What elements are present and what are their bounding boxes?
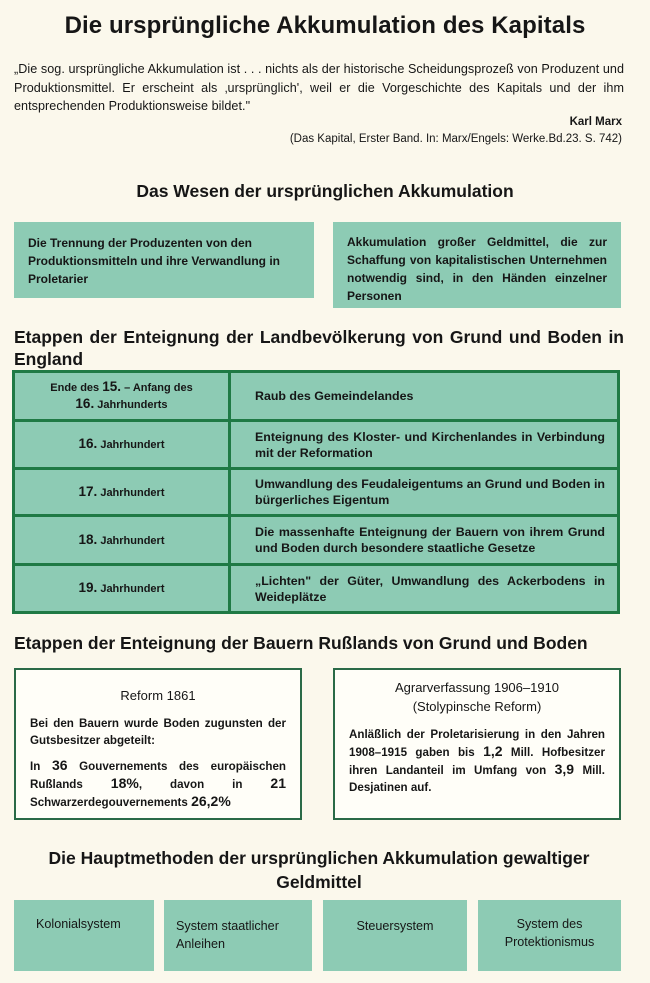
method-staatsanleihen: System staatlicher Anleihen (164, 900, 312, 971)
wesen-heading: Das Wesen der ursprünglichen Akkumulation (136, 181, 514, 201)
title-line: Agrarverfassung 1906–1910 (394, 680, 560, 695)
text-fragment: Mill. Desjatinen auf. (349, 764, 605, 794)
reform-1861-title: Reform 1861 (120, 688, 196, 703)
table-row (15, 470, 617, 517)
period-text: – Anfang des (121, 382, 193, 394)
period-text: Jahrhunderts (94, 399, 168, 411)
period-text: Ende des (50, 382, 103, 394)
stolypin-reform-title (349, 678, 605, 716)
text-fragment: Mill. Hofbesitzer ihren Landanteil im Umfang von (349, 746, 605, 777)
figure-value: 1,2 (483, 743, 503, 759)
page-title: Die ursprüngliche Akkumulation des Kapitals (64, 12, 586, 39)
period-text: Jahrhundert (97, 439, 165, 451)
table-row (15, 517, 617, 566)
period-number: 19. (78, 580, 98, 595)
text-fragment: Anläßlich der Proletarisierung in den Jahren 1908–1915 gaben bis (349, 728, 605, 759)
figure-value: 3,9 (554, 761, 575, 777)
figure-value: 36 (51, 757, 68, 773)
stolypin-reform-box (333, 668, 621, 820)
table-row (15, 566, 617, 611)
period-number: 17. (78, 483, 98, 499)
methods-heading: Die Hauptmethoden der ursprünglichen Akkumulation gewaltiger Geldmittel (48, 848, 590, 892)
figure-value: 21 (270, 775, 286, 791)
period-number: 16. (78, 436, 98, 451)
title-line: (Stolypinsche Reform) (412, 699, 542, 714)
reform-1861-box (14, 668, 302, 820)
period-cell (15, 422, 228, 467)
period-text: Jahrhundert (97, 486, 165, 499)
method-protektionismus: System des Protektionismus (478, 900, 621, 971)
event-cell: Die massenhafte Enteignung der Bauern von ihrem Grund und Boden durch besondere staatliche Gesetze (255, 525, 605, 555)
england-stages-table (12, 370, 620, 614)
text-fragment: In (30, 760, 52, 773)
wesen-box-separation: Die Trennung der Produzenten von den Produktionsmitteln und ihre Verwandlung in Proletarier (14, 222, 314, 298)
reform-1861-figures (30, 757, 286, 811)
marx-quote: „Die sog. ursprüngliche Akkumulation ist . . . nichts als der historische Scheidungsprozeß von Produzent und Produktionsmittel. Er erscheint als ‚ursprünglich', weil er die Vorgeschichte des Kapitals und der ihm entsprechenden Produktionsweise bildet." (14, 62, 624, 113)
text-fragment: Gouvernements des europäischen Rußlands (30, 760, 287, 791)
event-cell: Umwandlung des Feudaleigentums an Grund und Boden in bürgerliches Eigentum (255, 477, 605, 507)
text-fragment: , davon in (138, 778, 271, 791)
table-row (15, 373, 617, 422)
period-number: 18. (78, 531, 98, 547)
period-cell (15, 373, 228, 419)
period-text: Jahrhundert (97, 534, 165, 547)
period-number: 16. (75, 396, 95, 411)
stolypin-reform-text (349, 726, 605, 796)
russland-heading: Etappen der Enteignung der Bauern Rußlands von Grund und Boden (14, 633, 588, 653)
figure-value: 18% (110, 775, 139, 791)
period-text: Jahrhundert (97, 583, 165, 595)
method-kolonialsystem: Kolonialsystem (14, 900, 154, 971)
period-number: 15. (102, 379, 122, 394)
method-steuersystem: Steuersystem (323, 900, 467, 971)
period-cell (15, 470, 228, 514)
table-row (15, 422, 617, 470)
event-cell: Raub des Gemeindelandes (255, 389, 414, 403)
period-cell (15, 517, 228, 563)
quote-source: (Das Kapital, Erster Band. In: Marx/Engels: Werke.Bd.23. S. 742) (289, 133, 622, 145)
period-cell (15, 566, 228, 611)
reform-1861-text: Bei den Bauern wurde Boden zugunsten der Gutsbesitzer abgeteilt: (30, 717, 286, 747)
event-cell: Enteignung des Kloster- und Kirchenlandes in Verbindung mit der Reformation (255, 429, 605, 460)
text-fragment: Schwarzerdegouvernements (30, 796, 192, 809)
quote-author: Karl Marx (569, 116, 622, 128)
event-cell: „Lichten" der Güter, Umwandlung des Ackerbodens in Weideplätze (255, 573, 605, 604)
wesen-box-accumulation: Akkumulation großer Geldmittel, die zur Schaffung von kapitalistischen Unternehmen notwendig sind, in den Händen einzelner Personen (333, 222, 621, 308)
england-heading: Etappen der Enteignung der Landbevölkerung von Grund und Boden in England (14, 327, 624, 369)
figure-value: 26,2% (191, 793, 231, 809)
